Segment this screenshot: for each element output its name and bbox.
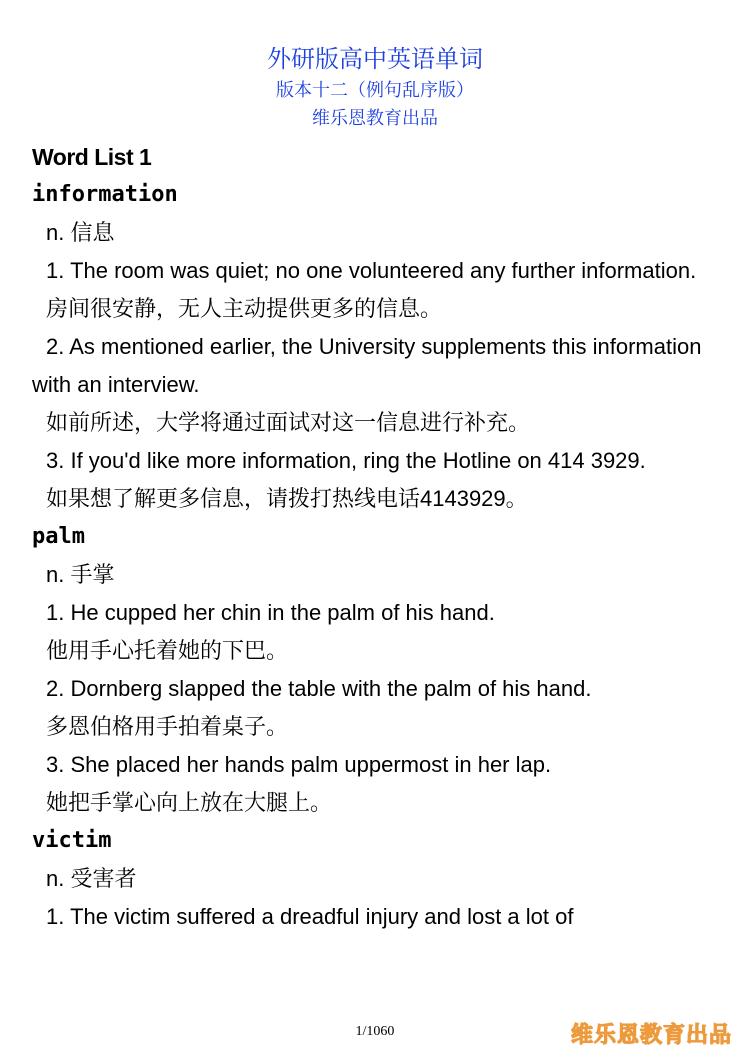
publisher-line: 维乐恩教育出品: [312, 108, 438, 128]
page-number: 1/1060: [355, 1024, 395, 1039]
example-en: 1. He cupped her chin in the palm of his hand.: [46, 600, 495, 625]
example-zh: 房间很安静，无人主动提供更多的信息。: [46, 296, 443, 321]
headword: victim: [32, 828, 112, 853]
example-zh: 如前所述，大学将通过面试对这一信息进行补充。: [46, 410, 531, 435]
word-list-title: Word List 1: [32, 144, 152, 170]
headword: information: [32, 182, 178, 207]
part-of-speech: n. 手掌: [46, 562, 115, 587]
example-en: 2. As mentioned earlier, the University supplements this information with an interview.: [32, 334, 708, 397]
document-title: 外研版高中英语单词: [267, 46, 483, 73]
document-header: [0, 44, 750, 132]
edition-subtitle: 版本十二（例句乱序版）: [276, 80, 474, 100]
example-zh: 如果想了解更多信息，请拨打热线电话4143929。: [46, 486, 528, 511]
example-en: 2. Dornberg slapped the table with the palm of his hand.: [46, 676, 592, 701]
example-zh: 她把手掌心向上放在大腿上。: [46, 790, 333, 815]
example-en: 3. If you'd like more information, ring the Hotline on 414 3929.: [46, 448, 646, 473]
part-of-speech: n. 信息: [46, 220, 115, 245]
example-en: 1. The room was quiet; no one volunteered any further information.: [46, 258, 697, 283]
headword: palm: [32, 524, 85, 549]
word-list: [32, 138, 722, 936]
example-zh: 多恩伯格用手拍着桌子。: [46, 714, 289, 739]
publisher-watermark: 维乐恩教育出品: [570, 1022, 732, 1047]
part-of-speech: n. 受害者: [46, 866, 137, 891]
example-en: 1. The victim suffered a dreadful injury and lost a lot of: [46, 904, 574, 929]
example-en: 3. She placed her hands palm uppermost in her lap.: [46, 752, 552, 777]
example-zh: 他用手心托着她的下巴。: [46, 638, 289, 663]
